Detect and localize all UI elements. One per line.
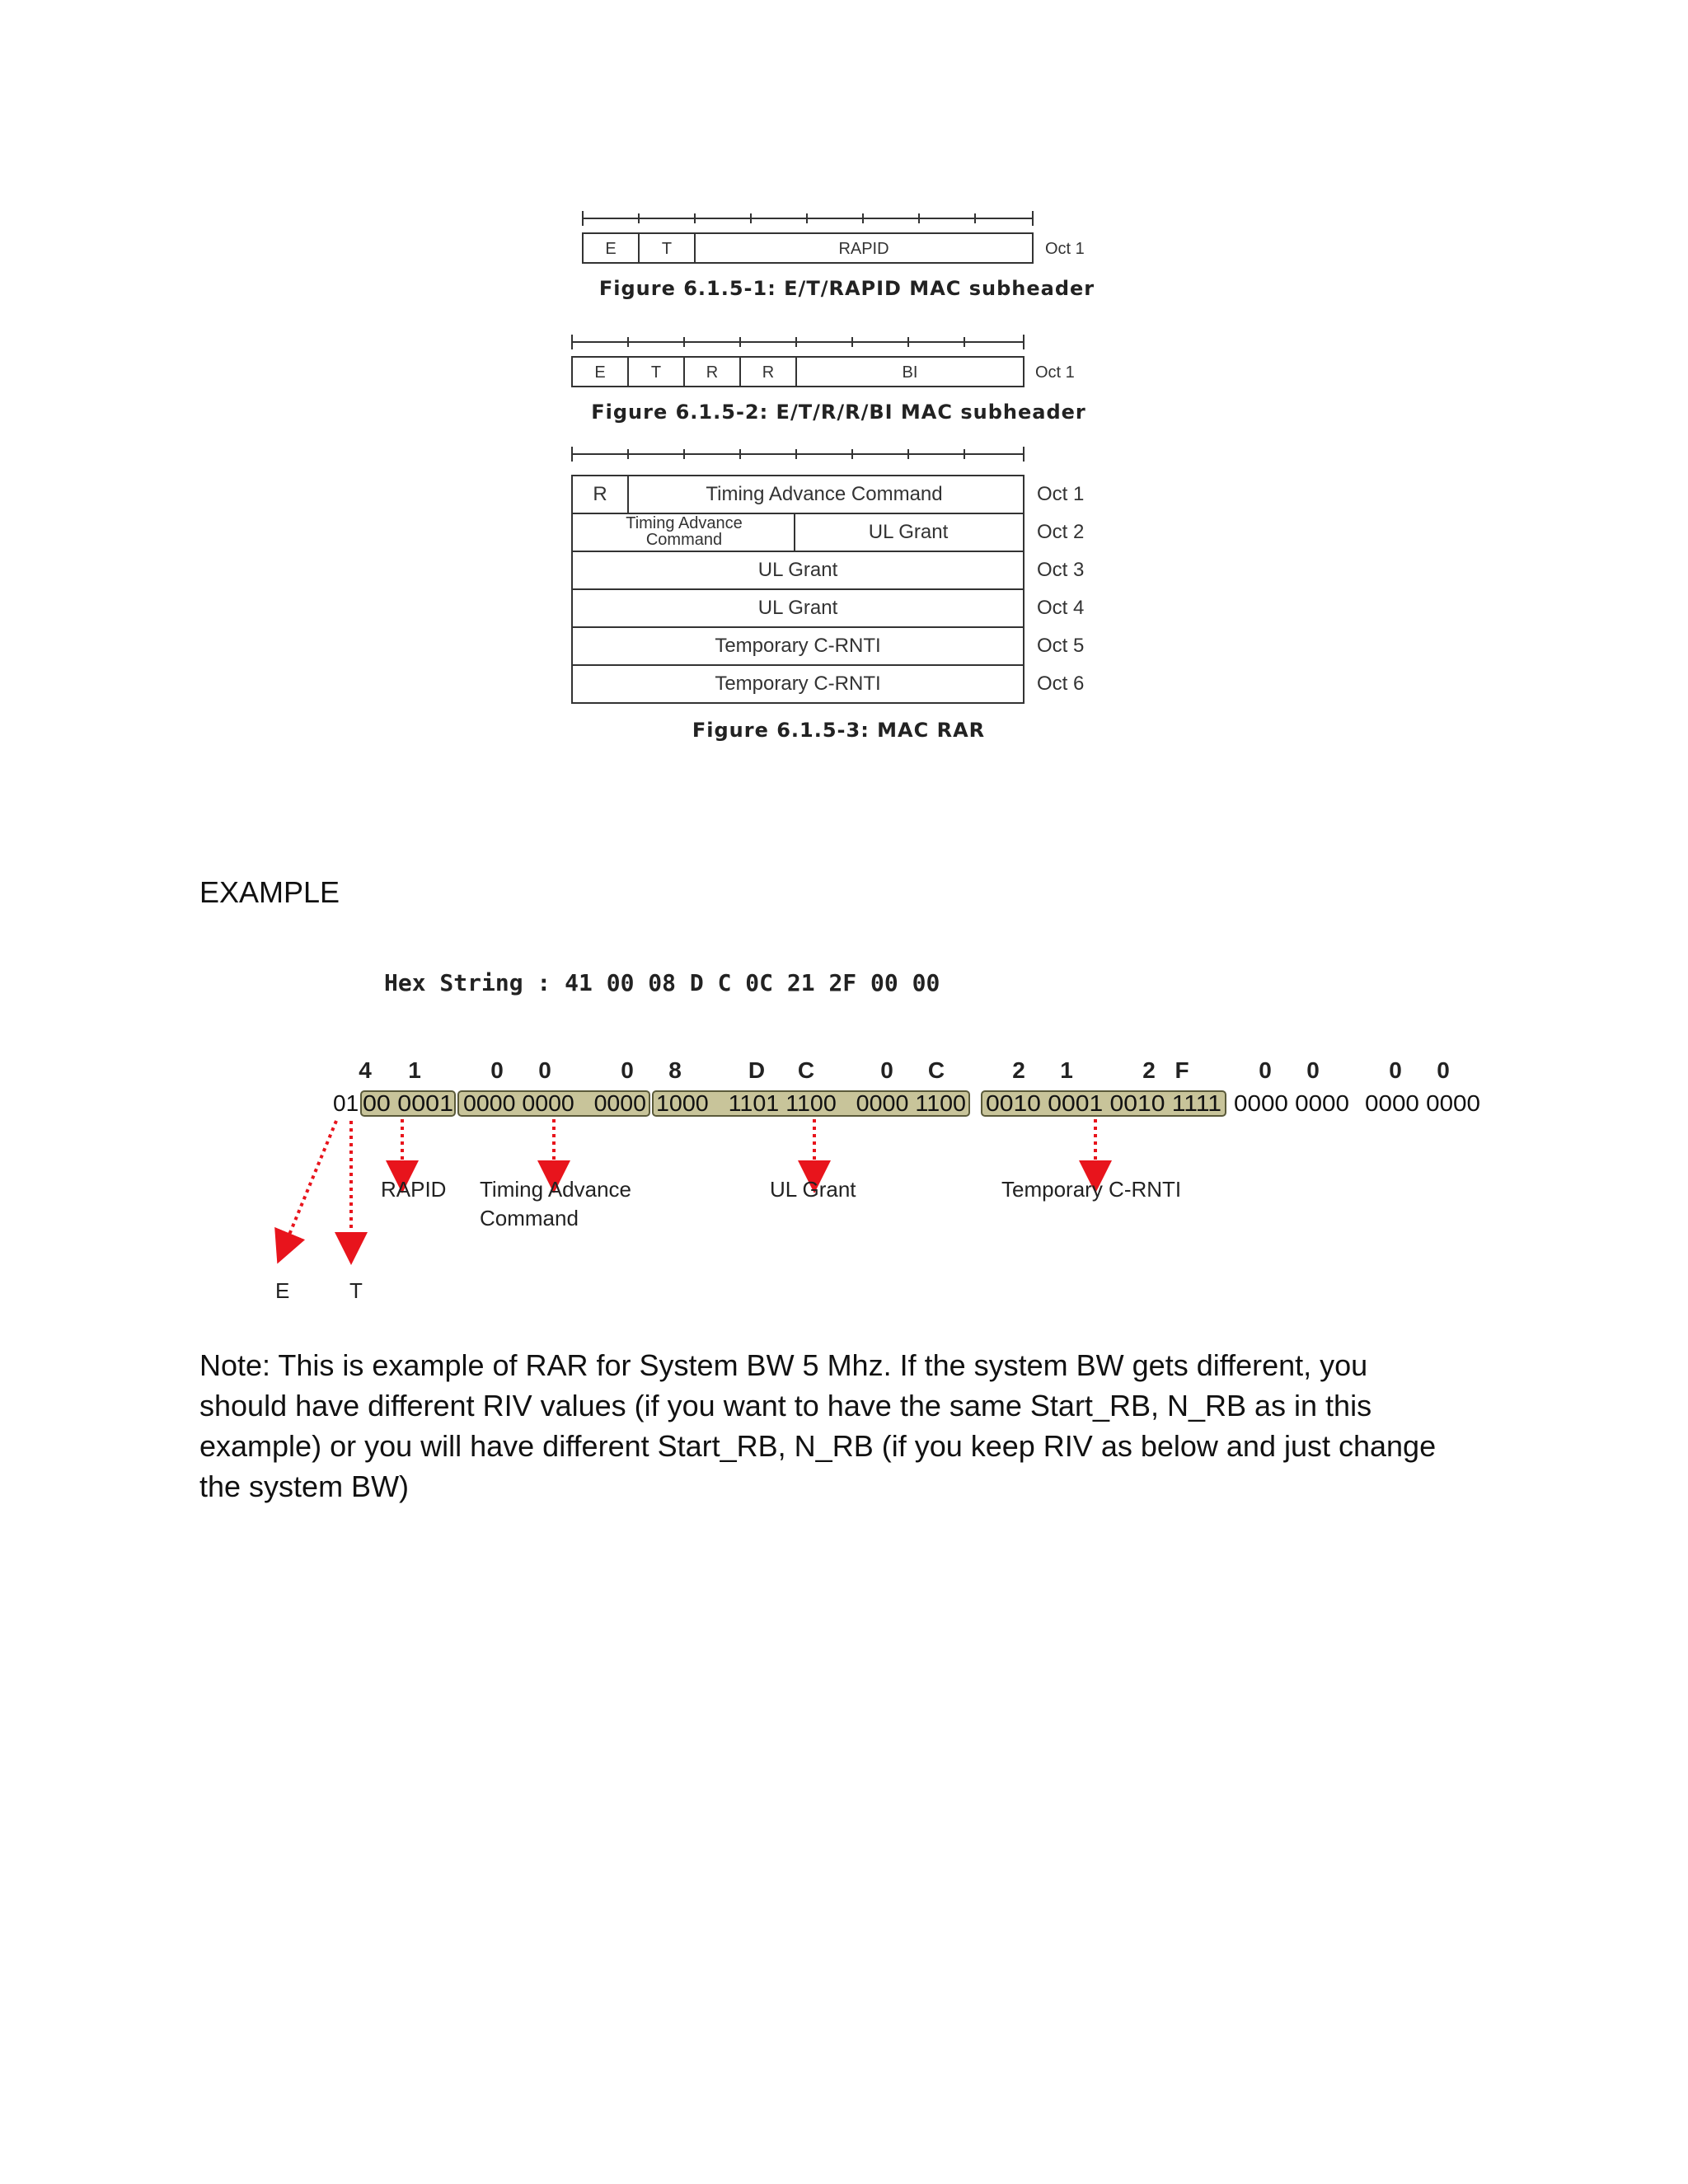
note-paragraph bbox=[199, 1345, 1493, 1507]
hex-digit: 1 bbox=[1060, 1057, 1073, 1083]
cell-r: R bbox=[593, 483, 607, 505]
label-ul-grant: UL Grant bbox=[770, 1177, 856, 1202]
oct-label: Oct 3 bbox=[1037, 559, 1085, 581]
hex-digit: 0 bbox=[538, 1057, 551, 1083]
note-line: should have different RIV values (if you want to have the same Start_RB, N_RB as in this bbox=[199, 1389, 1372, 1422]
oct-label: Oct 6 bbox=[1037, 673, 1085, 695]
hex-digit: 0 bbox=[621, 1057, 634, 1083]
hex-digit: C bbox=[797, 1057, 815, 1083]
field-bi: BI bbox=[902, 363, 918, 382]
label-rapid: RAPID bbox=[381, 1177, 447, 1202]
binary-crnti: 0010 0001 0010 1111 bbox=[986, 1090, 1221, 1116]
hex-string: Hex String : 41 00 08 D C 0C 21 2F 00 00 bbox=[384, 969, 940, 996]
oct-label: Oct 4 bbox=[1037, 597, 1085, 619]
oct-label: Oct 1 bbox=[1035, 363, 1075, 382]
arrow-e bbox=[284, 1121, 336, 1249]
figure-mac-rar bbox=[560, 441, 1121, 709]
hex-digit: D bbox=[748, 1057, 766, 1083]
binary-tail: 0000 0000 bbox=[1234, 1090, 1349, 1116]
figure1-caption: Figure 6.1.5-1: E/T/RAPID MAC subheader bbox=[598, 277, 1095, 300]
field-e: E bbox=[594, 363, 606, 382]
figure-et-rapid bbox=[569, 206, 1129, 272]
cell-temporary-c-rnti: Temporary C-RNTI bbox=[715, 635, 881, 657]
cell-ul-grant: UL Grant bbox=[757, 559, 838, 581]
cell-ul-grant: UL Grant bbox=[757, 597, 838, 619]
field-r2: R bbox=[762, 363, 775, 382]
cell-timing-advance-command: Timing Advance Command bbox=[706, 483, 943, 505]
label-e: E bbox=[275, 1278, 290, 1303]
binary-ta: 0000 0000 0000 bbox=[463, 1090, 646, 1116]
oct-label: Oct 2 bbox=[1037, 521, 1085, 543]
oct-label: Oct 5 bbox=[1037, 635, 1085, 657]
hex-digit: 0 bbox=[1259, 1057, 1272, 1083]
field-t: T bbox=[650, 363, 662, 382]
binary-rapid: 00 0001 bbox=[363, 1090, 453, 1116]
figure2-caption: Figure 6.1.5-2: E/T/R/R/BI MAC subheader bbox=[591, 401, 1086, 424]
cell-ta-line2: Command bbox=[645, 531, 723, 549]
figure3-caption: Figure 6.1.5-3: MAC RAR bbox=[692, 719, 986, 742]
hex-digit: 2 bbox=[1012, 1057, 1025, 1083]
oct-label: Oct 1 bbox=[1045, 240, 1085, 258]
cell-ul-grant-partial: UL Grant bbox=[868, 521, 949, 543]
binary-prefix: 01 bbox=[333, 1090, 359, 1116]
oct-label: Oct 1 bbox=[1037, 483, 1085, 505]
field-t: T bbox=[661, 240, 673, 258]
hex-digit: 0 bbox=[1437, 1057, 1450, 1083]
hex-digit: 1 bbox=[408, 1057, 421, 1083]
note-line: the system BW) bbox=[199, 1469, 410, 1503]
hex-digit: 0 bbox=[490, 1057, 504, 1083]
hex-digit: 0 bbox=[1306, 1057, 1320, 1083]
label-temporary-c-rnti: Temporary C-RNTI bbox=[1001, 1177, 1182, 1202]
label-ta-line2: Command bbox=[480, 1206, 579, 1230]
cell-temporary-c-rnti: Temporary C-RNTI bbox=[715, 673, 881, 695]
hex-digit: 0 bbox=[1389, 1057, 1402, 1083]
hex-digit: 8 bbox=[668, 1057, 682, 1083]
example-heading: EXAMPLE bbox=[199, 875, 340, 909]
note-line: example) or you will have different Start_RB, N_RB (if you keep RIV as below and just change bbox=[199, 1429, 1437, 1463]
label-ta-line1: Timing Advance bbox=[480, 1177, 632, 1202]
figure-et-rr-bi bbox=[560, 330, 1121, 396]
label-t: T bbox=[349, 1278, 363, 1303]
field-rapid: RAPID bbox=[838, 240, 889, 258]
hex-digit: 2 bbox=[1142, 1057, 1156, 1083]
binary-ul-grant: 1000 1101 1100 0000 1100 bbox=[656, 1090, 966, 1116]
cell-ta-line1: Timing Advance bbox=[626, 514, 743, 532]
hex-digit: F bbox=[1175, 1057, 1189, 1083]
field-r1: R bbox=[706, 363, 719, 382]
example-diagram bbox=[247, 956, 1533, 1310]
binary-tail: 0000 0000 bbox=[1365, 1090, 1480, 1116]
field-e: E bbox=[605, 240, 617, 258]
hex-digit: 4 bbox=[359, 1057, 372, 1083]
hex-digit: C bbox=[927, 1057, 945, 1083]
hex-digit: 0 bbox=[880, 1057, 893, 1083]
note-line: Note: This is example of RAR for System BW 5 Mhz. If the system BW gets different, you bbox=[199, 1348, 1368, 1382]
